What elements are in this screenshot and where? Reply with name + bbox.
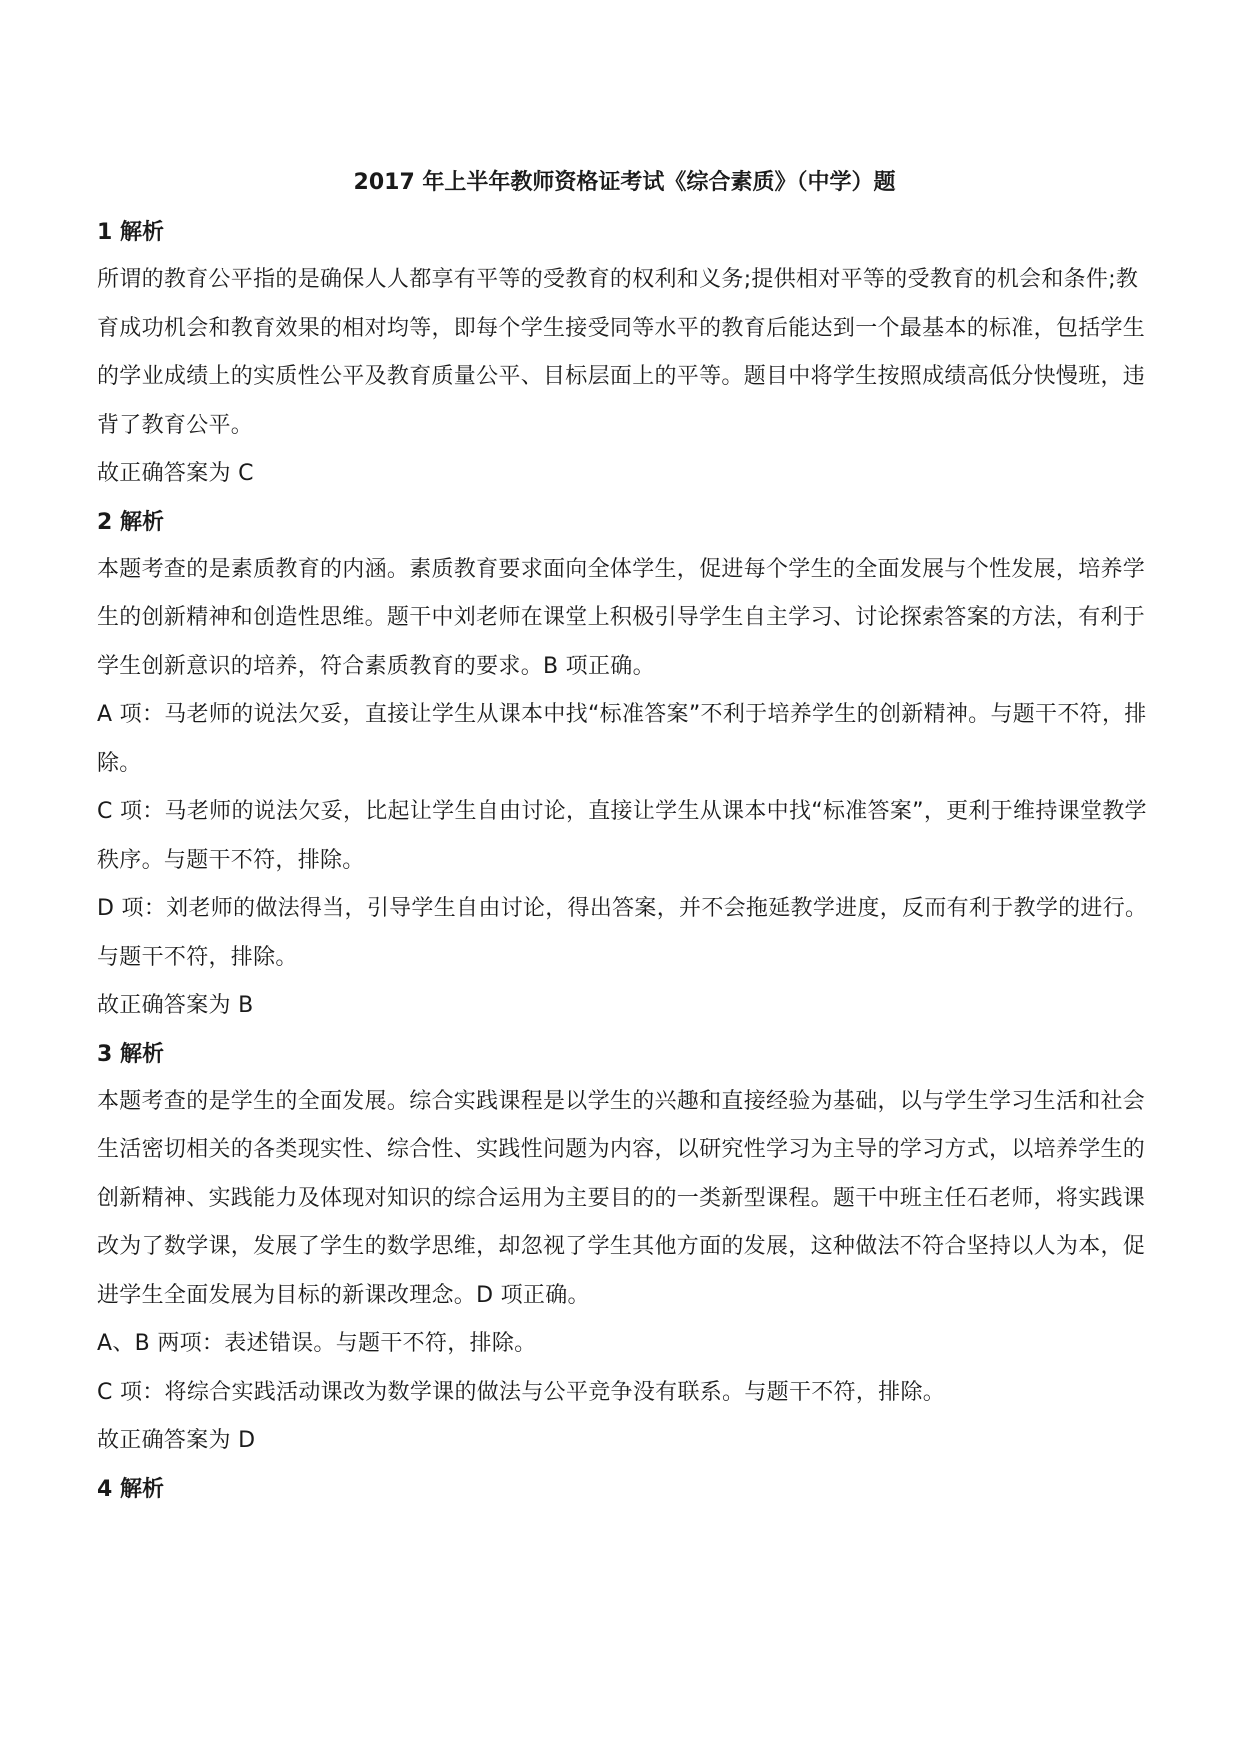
- analysis-paragraph: 本题考查的是学生的全面发展。综合实践课程是以学生的兴趣和直接经验为基础，以与学生学习生活和社会生活密切相关的各类现实性、综合性、实践性问题为内容，以研究性学习为主导的学习方式，以培养学生的创新精神、实践能力及体现对知识的综合运用为主要目的的一类新型课程。题干中班主任石老师，将实践课改为了数学课，发展了学生的数学思维，却忽视了学生其他方面的发展，这种做法不符合坚持以人为本，促进学生全面发展为目标的新课改理念。D 项正确。: [97, 1088, 1146, 1308]
- option-a-analysis: A 项：马老师的说法欠妥，直接让学生从课本中找“标准答案”不利于培养学生的创新精神。与题干不符，排除。: [97, 702, 1147, 776]
- option-ab-analysis: A、B 两项：表述错误。与题干不符，排除。: [97, 1331, 537, 1356]
- answer-section-1: [97, 209, 1152, 499]
- document-title: 2017 年上半年教师资格证考试《综合素质》（中学）题: [353, 170, 896, 195]
- correct-answer: 故正确答案为 D: [97, 1428, 256, 1453]
- answer-section-2: [97, 499, 1152, 1031]
- correct-answer: 故正确答案为 B: [97, 993, 254, 1018]
- option-d-analysis: D 项：刘老师的做法得当，引导学生自由讨论，得出答案，并不会拖延教学进度，反而有利于教学的进行。与题干不符，排除。: [97, 896, 1148, 970]
- option-c-analysis: C 项：将综合实践活动课改为数学课的做法与公平竞争没有联系。与题干不符，排除。: [97, 1379, 946, 1405]
- option-c-analysis: C 项：马老师的说法欠妥，比起让学生自由讨论，直接让学生从课本中找“标准答案”，更利于维持课堂教学秩序。与题干不符，排除。: [97, 799, 1147, 873]
- section-heading: 2 解析: [97, 509, 164, 535]
- section-heading: 1 解析: [97, 220, 164, 245]
- document-page: [97, 163, 1152, 1513]
- analysis-paragraph: 所谓的教育公平指的是确保人人都享有平等的受教育的权利和义务;提供相对平等的受教育的机会和条件;教育成功机会和教育效果的相对均等，即每个学生接受同等水平的教育后能达到一个最基本的标准，包括学生的学业成绩上的实质性公平及教育质量公平、目标层面上的平等。题目中将学生按照成绩高低分快慢班，违背了教育公平。: [97, 267, 1146, 438]
- answer-section-4: [97, 1466, 1152, 1513]
- section-heading: 4 解析: [97, 1476, 164, 1502]
- correct-answer: 故正确答案为 C: [97, 461, 254, 486]
- analysis-paragraph: 本题考查的是素质教育的内涵。素质教育要求面向全体学生，促进每个学生的全面发展与个性发展，培养学生的创新精神和创造性思维。题干中刘老师在课堂上积极引导学生自主学习、讨论探索答案的方法，有利于学生创新意识的培养，符合素质教育的要求。B 项正确。: [97, 556, 1146, 679]
- section-heading: 3 解析: [97, 1041, 164, 1067]
- answer-section-3: [97, 1031, 1152, 1466]
